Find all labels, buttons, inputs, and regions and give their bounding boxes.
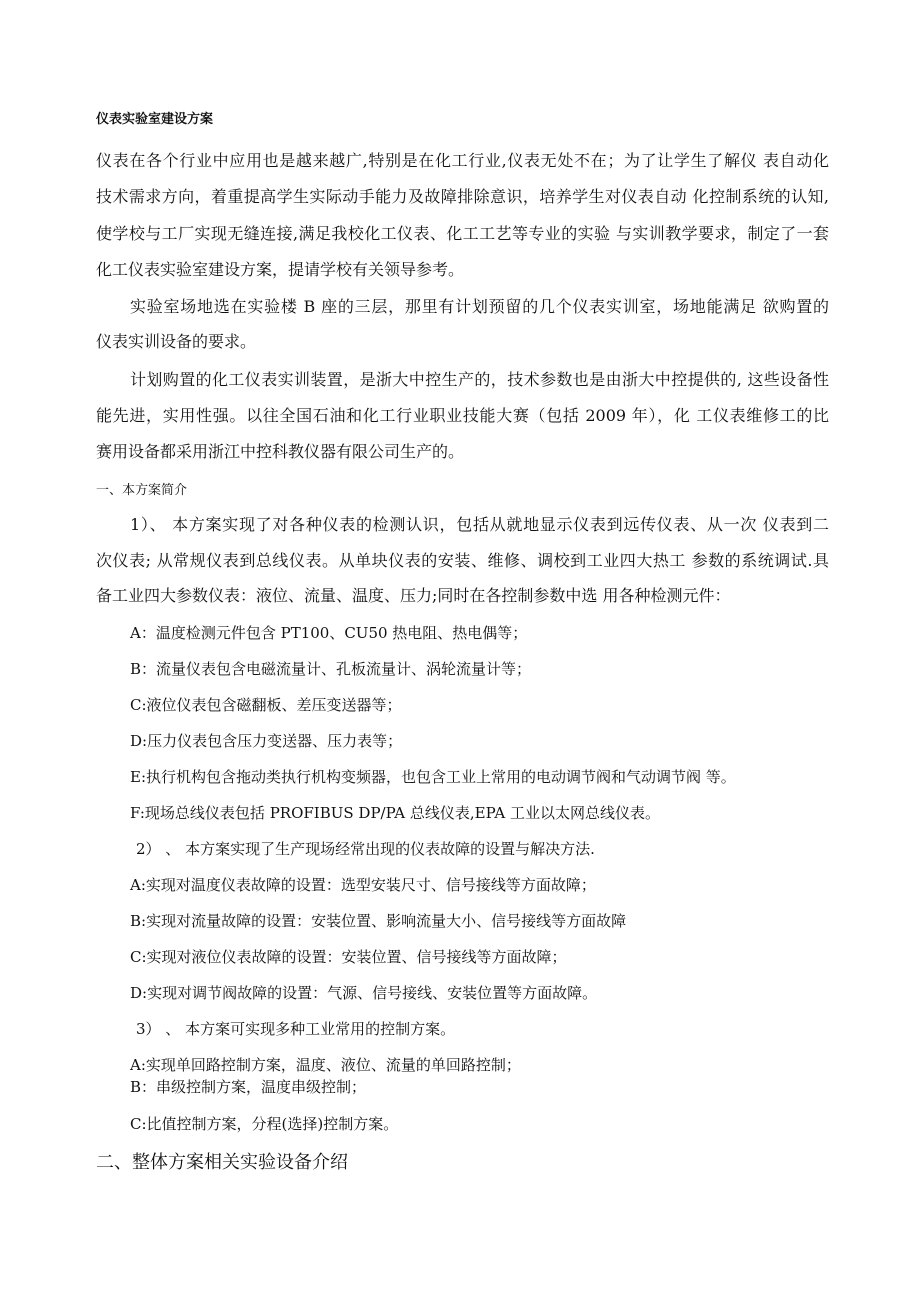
section2-heading: 二、整体方案相关实验设备介绍 (96, 1152, 348, 1173)
para2-line-2: 仪表实训设备的要求。 (96, 332, 257, 351)
section1-heading: 一、本方案简介 (96, 483, 188, 498)
point1-item-f: F:现场总线仪表包括 PROFIBUS DP/PA 总线仪表,EPA 工业以太网总线仪表。 (130, 804, 660, 822)
point3-heading: 3） 、 本方案可实现多种工业常用的控制方案。 (136, 1020, 456, 1038)
point1-line-2: 次仪表; 从常规仪表到总线仪表。从单块仪表的安装、维修、调校到工业四大热工 参数的系统调试.具 (96, 551, 829, 570)
point1-line-3: 备工业四大参数仪表：液位、流量、温度、压力;同时在各控制参数中选 用各种检测元件： (96, 586, 731, 605)
point1-line-1: 1）、 本方案实现了对各种仪表的检测认识，包括从就地显示仪表到远传仪表、从一次 仪表到二 (130, 515, 829, 534)
point1-item-e: E:执行机构包含拖动类执行机构变频器，也包含工业上常用的电动调节阀和气动调节阀 等。 (130, 768, 736, 786)
point3-item-a: A:实现单回路控制方案，温度、液位、流量的单回路控制； (130, 1056, 521, 1074)
intro-line-3: 使学校与工厂实现无缝连接,满足我校化工仪表、化工工艺等专业的实验 与实训教学要求，制定了一套 (96, 224, 829, 243)
point1-item-a: A：温度检测元件包含 PT100、CU50 热电阻、热电偶等； (130, 624, 528, 642)
para3-line-1: 计划购置的化工仪表实训装置，是浙大中控生产的，技术参数也是由浙大中控提供的, 这些设备性 (130, 370, 829, 389)
point3-item-b: B：串级控制方案，温度串级控制； (130, 1078, 367, 1096)
point1-item-b: B：流量仪表包含电磁流量计、孔板流量计、涡轮流量计等； (130, 660, 532, 678)
intro-line-1: 仪表在各个行业中应用也是越来越广,特别是在化工行业,仪表无处不在；为了让学生了解仪 表自动化 (96, 151, 829, 170)
document-title: 仪表实验室建设方案 (96, 112, 214, 127)
point3-item-c: C:比值控制方案，分程(选择)控制方案。 (130, 1115, 399, 1133)
point2-item-a: A:实现对温度仪表故障的设置：选型安装尺寸、信号接线等方面故障； (130, 876, 596, 894)
point1-item-d: D:压力仪表包含压力变送器、压力表等； (130, 732, 403, 750)
point1-item-c: C:液位仪表包含磁翻板、差压变送器等； (130, 696, 402, 714)
point2-item-d: D:实现对调节阀故障的设置：气源、信号接线、安装位置等方面故障。 (130, 984, 598, 1002)
para3-line-2: 能先进，实用性强。以往全国石油和化工行业职业技能大赛（包括 2009 年），化 工仪表维修工的比 (96, 406, 829, 425)
point2-item-c: C:实现对液位仪表故障的设置：安装位置、信号接线等方面故障； (130, 948, 567, 966)
intro-line-2: 技术需求方向，着重提高学生实际动手能力及故障排除意识，培养学生对仪表自动 化控制系统的认知, (96, 187, 829, 206)
para3-line-3: 赛用设备都采用浙江中控科教仪器有限公司生产的。 (96, 442, 465, 461)
point2-heading: 2） 、 本方案实现了生产现场经常出现的仪表故障的设置与解决方法. (136, 840, 595, 858)
point2-item-b: B:实现对流量故障的设置：安装位置、影响流量大小、信号接线等方面故障 (130, 912, 627, 930)
intro-line-4: 化工仪表实验室建设方案，提请学校有关领导参考。 (96, 260, 465, 279)
para2-line-1: 实验室场地选在实验楼 B 座的三层，那里有计划预留的几个仪表实训室，场地能满足 欲购置的 (130, 297, 829, 316)
